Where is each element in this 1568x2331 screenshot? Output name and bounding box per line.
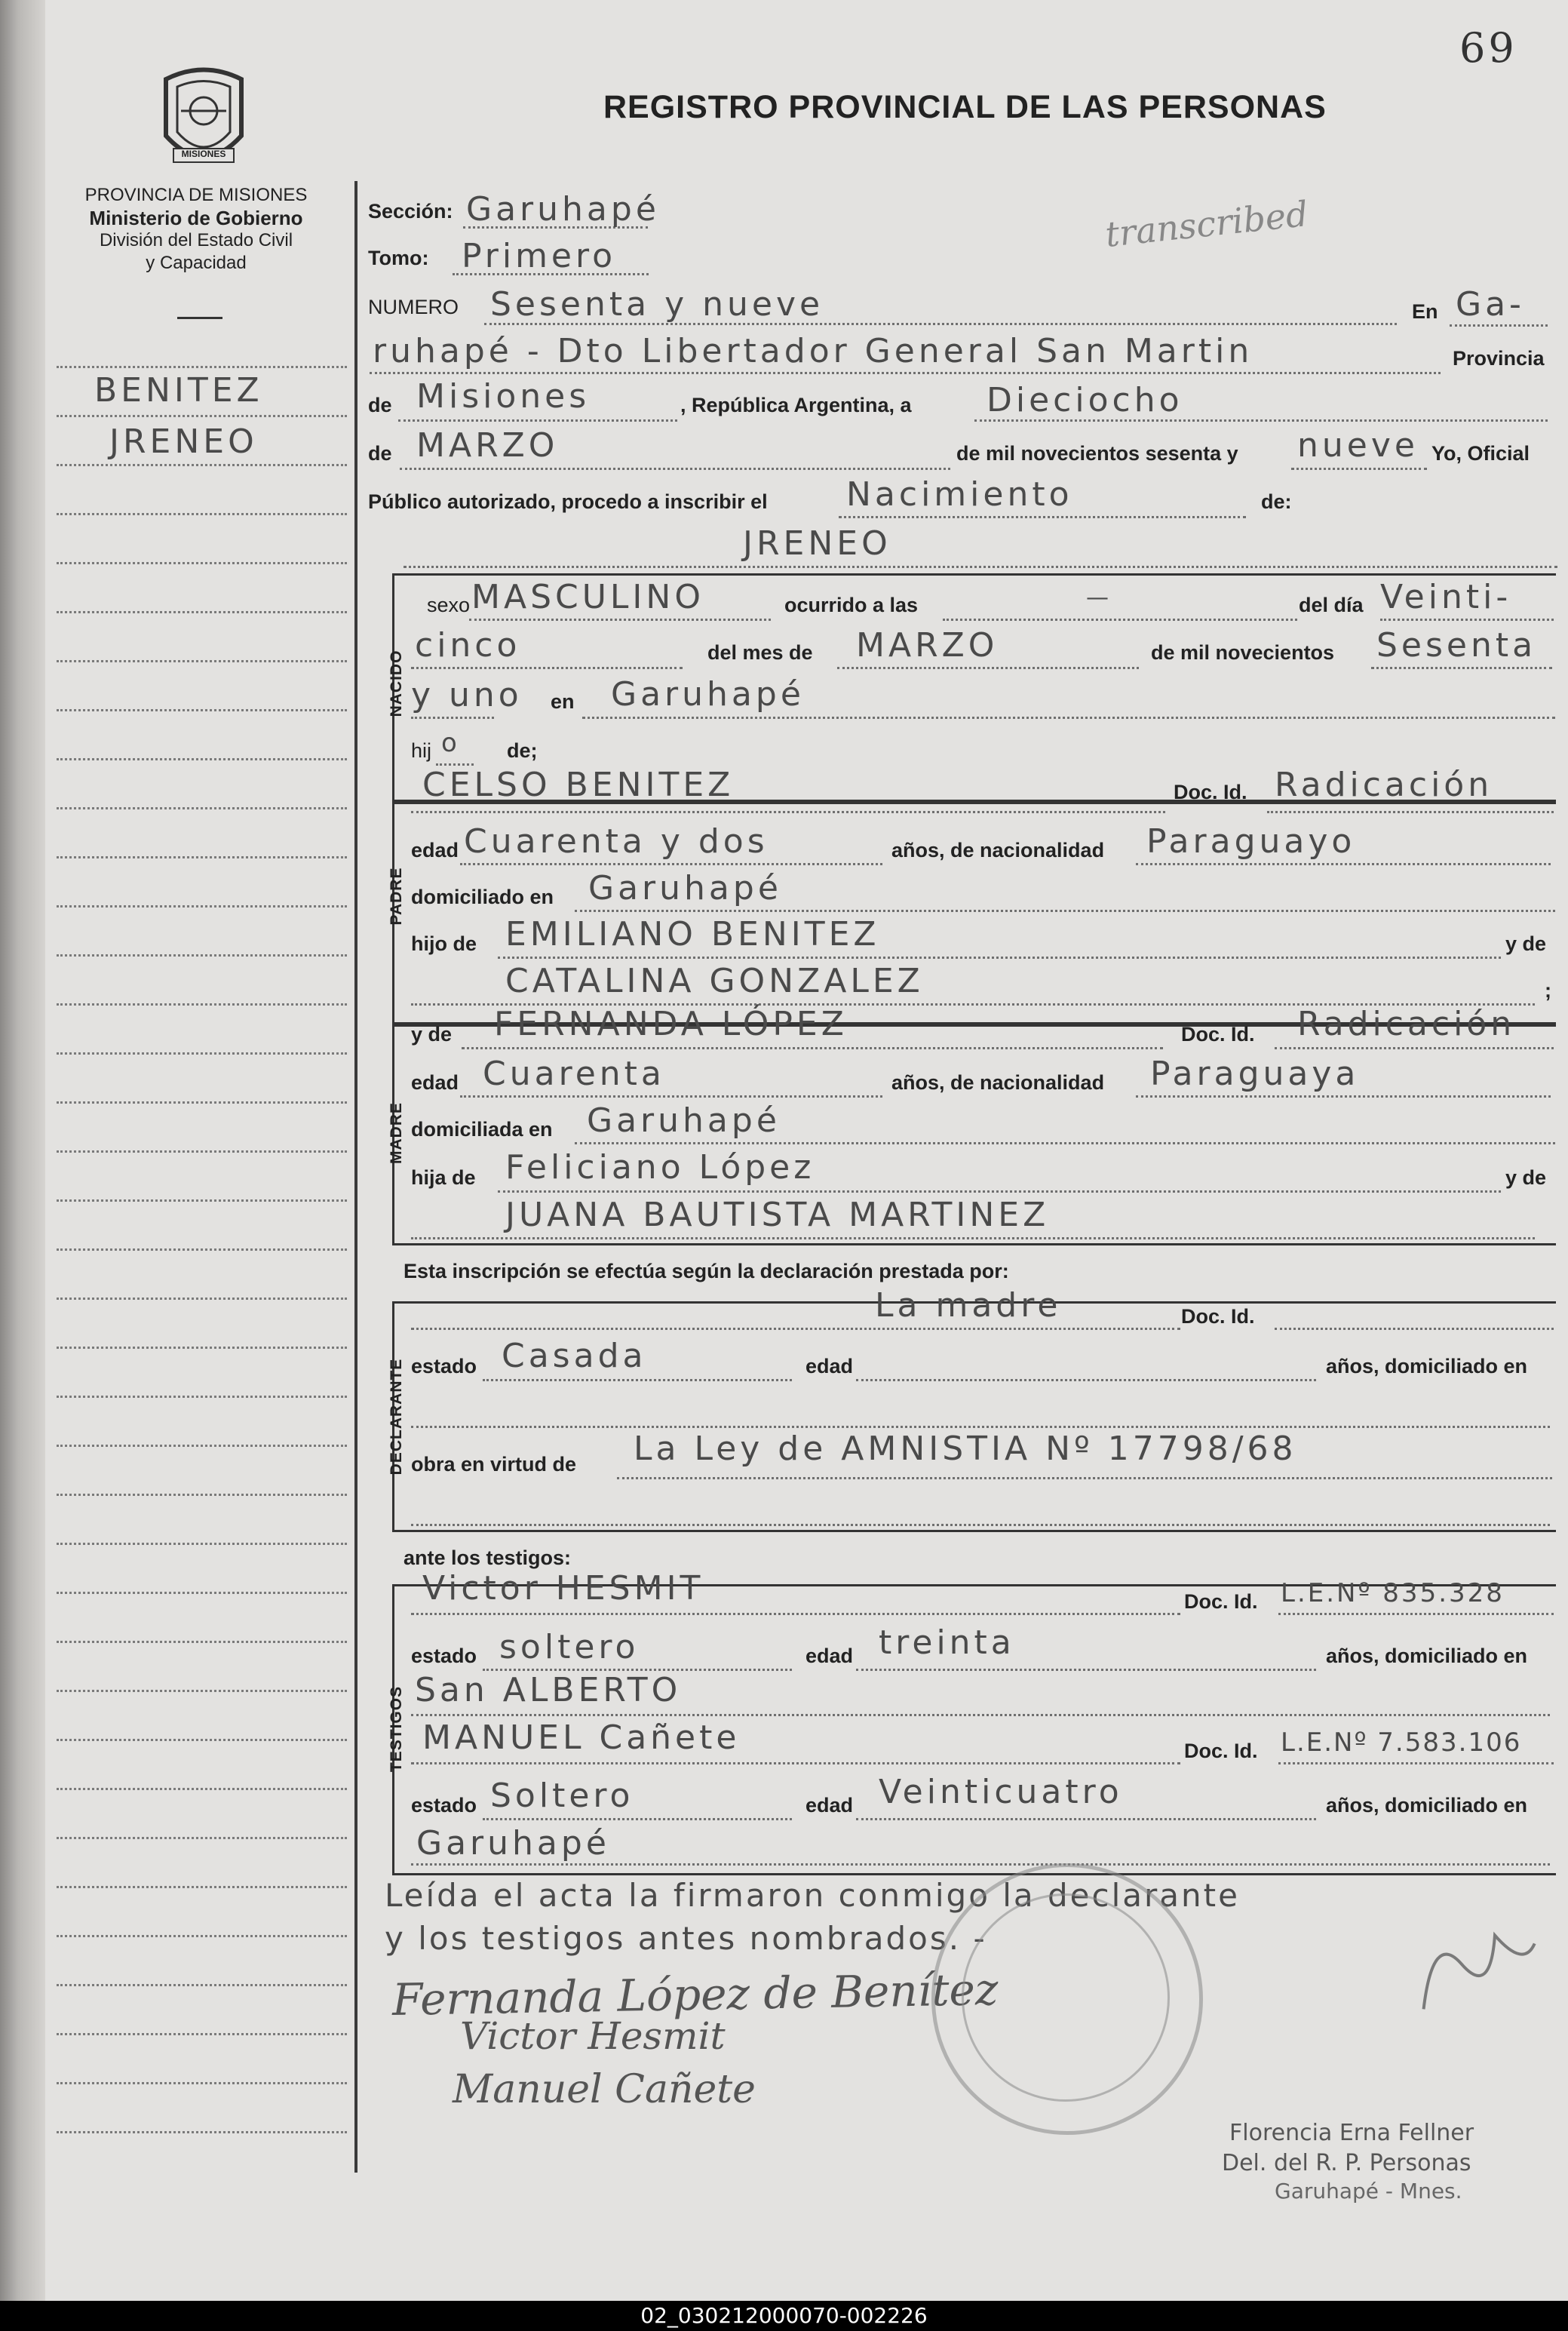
padre-nac-line (1136, 863, 1551, 865)
value-declarante-estado: Casada (502, 1337, 647, 1375)
value-anio-nac-2: y uno (411, 676, 523, 714)
madre-dom-line (575, 1142, 1555, 1144)
label-padre-doc: Doc. Id. (1174, 781, 1247, 803)
value-en-part1: Ga- (1456, 285, 1525, 324)
padre-doc-line (1267, 811, 1554, 813)
padre-nombre-line (411, 811, 1165, 813)
label-declarante-estado: estado (411, 1355, 477, 1377)
label-padre: PADRE (388, 867, 405, 926)
official-signature-mark (1402, 1905, 1555, 2038)
declarante-edad-line (856, 1379, 1316, 1381)
margin-surname: BENITEZ (94, 371, 263, 410)
lugar-nac-line (582, 717, 1555, 719)
anio-nac-line-2 (411, 717, 494, 719)
value-testigo2-nombre: MANUEL Cañete (422, 1718, 741, 1757)
value-madre-dom: Garuhapé (587, 1101, 781, 1140)
label-declarante: DECLARANTE (388, 1358, 405, 1476)
value-anio: nueve (1297, 426, 1419, 465)
provincial-seal (151, 64, 256, 177)
signature-testigo-1: Victor Hesmit (460, 2014, 726, 2058)
label-padre-anos: años, de nacionalidad (891, 839, 1105, 861)
issuer-block (53, 184, 339, 275)
label-yo-oficial: Yo, Oficial (1431, 442, 1530, 465)
margin-separator (354, 181, 357, 2173)
testigo1-doc-line (1278, 1613, 1554, 1615)
issuer-province: PROVINCIA DE MISIONES (84, 185, 308, 205)
label-testigo1-doc: Doc. Id. (1184, 1590, 1258, 1613)
value-madre-nombre: FERNANDA LÓPEZ (494, 1005, 848, 1043)
label-ocurrido: ocurrido a las (784, 594, 919, 616)
issuer-divider (177, 317, 222, 319)
hora-line (943, 619, 1297, 621)
label-testigo2-anos: años, domiciliado en (1326, 1794, 1528, 1817)
margin-given-name: JRENEO (109, 422, 258, 461)
official-stamp-inner (962, 1893, 1170, 2102)
official-location: Garuhapé - Mnes. (1275, 2179, 1462, 2204)
value-testigo2-doc: L.E.Nº 7.583.106 (1281, 1728, 1522, 1758)
label-padre-domicilio: domiciliado en (411, 886, 554, 908)
value-padre-nombre: CELSO BENITEZ (422, 766, 735, 804)
label-tomo: Tomo: (368, 247, 429, 269)
declarante-dom-line (411, 1426, 1550, 1428)
issuer-division: División del Estado Civil (99, 230, 293, 250)
official-name: Florencia Erna Fellner (1229, 2120, 1474, 2146)
value-testigo1-doc: L.E.Nº 835.328 (1281, 1578, 1505, 1608)
value-madre-edad: Cuarenta (483, 1055, 665, 1093)
label-padre-semicolon: ; (1545, 979, 1551, 1002)
label-republica: , República Argentina, a (680, 394, 912, 416)
value-madre-madre: JUANA BAUTISTA MARTINEZ (505, 1196, 1050, 1234)
label-declarante-doc: Doc. Id. (1181, 1305, 1255, 1328)
label-madre-anos: años, de nacionalidad (891, 1071, 1105, 1094)
value-mes-nac: MARZO (856, 626, 999, 665)
value-hij: o (441, 728, 461, 758)
issuer-ministry: Ministerio de Gobierno (89, 207, 303, 229)
label-numero: NUMERO (368, 296, 459, 318)
nombre-line (404, 566, 1557, 568)
label-madre: MADRE (388, 1102, 405, 1164)
label-padre-edad: edad (411, 839, 459, 861)
value-padre-dom: Garuhapé (588, 869, 782, 908)
seal-label: MISIONES (181, 149, 226, 159)
label-de-provincia: de (368, 394, 392, 416)
closing-line-2: y los testigos antes nombrados. - (385, 1920, 987, 1957)
label-testigo1-edad: edad (805, 1645, 854, 1667)
mes-nac-line (837, 667, 1139, 669)
official-title: Del. del R. P. Personas (1222, 2150, 1471, 2176)
mes-line (400, 468, 950, 470)
madre-nac-line (1136, 1095, 1551, 1098)
value-testigo2-dom: Garuhapé (416, 1824, 610, 1863)
provincia-line (398, 419, 677, 422)
value-padre-edad: Cuarenta y dos (464, 822, 769, 861)
label-nacido: NACIDO (388, 650, 405, 717)
label-del-mes: del mes de (707, 641, 813, 664)
value-declarante-nombre: La madre (875, 1286, 1062, 1325)
value-madre-nac: Paraguaya (1150, 1055, 1360, 1093)
padre-padre-line (498, 957, 1501, 959)
value-anio-nac-1: Sesenta (1376, 626, 1537, 665)
closing-line-1: Leída el acta la firmaron conmigo la declarante (385, 1877, 1240, 1914)
value-dia: Dieciocho (987, 381, 1183, 419)
label-madre-hija-de: hija de (411, 1166, 476, 1189)
testigo2-edad-line (856, 1818, 1316, 1820)
label-obra: obra en virtud de (411, 1453, 577, 1476)
testigo2-estado-line (483, 1818, 792, 1820)
dia-nac-line (1380, 619, 1554, 621)
signature-testigo-2: Manuel Cañete (453, 2067, 756, 2112)
obra-line-2 (411, 1524, 1550, 1526)
padre-dom-line (575, 910, 1555, 912)
signature-declarante: Fernanda López de Benítez (391, 1963, 999, 2026)
declarante-doc-line (1275, 1328, 1554, 1330)
lugar-line (370, 372, 1441, 374)
label-testigo1-estado: estado (411, 1645, 477, 1667)
declarante-estado-line (483, 1379, 792, 1381)
value-dia-nac-1: Veinti- (1380, 578, 1512, 616)
label-testigo2-edad: edad (805, 1794, 854, 1817)
value-madre-doc: Radicación (1297, 1005, 1516, 1043)
label-testigo1-anos: años, domiciliado en (1326, 1645, 1528, 1667)
label-madre-domicilio: domiciliada en (411, 1118, 553, 1141)
acto-line (839, 516, 1246, 518)
value-acto: Nacimiento (846, 475, 1073, 514)
label-seccion: Sección: (368, 200, 453, 223)
value-lugar-nac: Garuhapé (611, 675, 805, 714)
value-hora: — (1086, 585, 1112, 611)
label-ante: ante los testigos: (404, 1546, 572, 1569)
madre-edad-line (460, 1095, 882, 1098)
value-tomo: Primero (462, 237, 617, 275)
value-testigo1-edad: treinta (879, 1623, 1015, 1662)
issuer-division-2: y Capacidad (146, 253, 247, 273)
testigo2-nombre-line (411, 1762, 1180, 1764)
dia-nac-line-2 (411, 667, 683, 669)
testigo2-dom-line (411, 1863, 1550, 1866)
label-padre-hijo-de: hijo de (411, 932, 477, 955)
label-inscripcion: Esta inscripción se efectúa según la declaración prestada por: (404, 1260, 1009, 1282)
value-padre-padre: EMILIANO BENITEZ (505, 915, 880, 954)
declarante-section (392, 1301, 1556, 1532)
value-obra: La Ley de AMNISTIA Nº 17798/68 (634, 1430, 1297, 1468)
en-line (1450, 324, 1548, 327)
madre-madre-line (411, 1237, 1535, 1239)
value-testigo1-estado: soltero (499, 1628, 640, 1666)
label-declarante-edad: edad (805, 1355, 854, 1377)
value-mes: MARZO (416, 426, 559, 465)
madre-doc-line (1275, 1047, 1554, 1049)
label-en-lugar: en (551, 690, 575, 713)
label-sexo: sexo (427, 594, 471, 616)
dia-line (974, 419, 1548, 422)
obra-line (617, 1477, 1552, 1479)
value-testigo1-dom: San ALBERTO (415, 1671, 682, 1709)
anio-nac-line (1371, 667, 1552, 669)
anio-line (1291, 468, 1427, 470)
value-numero: Sesenta y nueve (490, 285, 824, 324)
book-spine (0, 0, 45, 2301)
label-de-colon: de: (1261, 490, 1292, 513)
label-madre-edad: edad (411, 1071, 459, 1094)
value-testigo1-nombre: Victor HESMIT (422, 1569, 704, 1608)
document-title: REGISTRO PROVINCIAL DE LAS PERSONAS (603, 89, 1327, 125)
label-de-mil: de mil novecientos sesenta y (956, 442, 1238, 465)
sexo-line (469, 619, 771, 621)
label-del-dia: del día (1299, 594, 1364, 616)
value-padre-doc: Radicación (1275, 766, 1493, 804)
testigo2-doc-line (1278, 1762, 1554, 1764)
label-madre-doc: Doc. Id. (1181, 1023, 1255, 1046)
label-declarante-anos: años, domiciliado en (1326, 1355, 1528, 1377)
label-testigos: TESTIGOS (388, 1685, 405, 1773)
testigo1-dom-line (411, 1714, 1550, 1716)
testigo1-edad-line (856, 1669, 1316, 1671)
marginal-annotation: transcribed (1103, 193, 1310, 255)
value-madre-padre: Feliciano López (505, 1148, 815, 1187)
madre-padre-line (498, 1190, 1501, 1193)
label-de-mes: de (368, 442, 392, 465)
label-publico: Público autorizado, procedo a inscribir el (368, 490, 768, 513)
value-padre-madre: CATALINA GONZALEZ (505, 962, 924, 1000)
label-padre-y-de: y de (1505, 932, 1547, 955)
label-en: En (1412, 300, 1438, 323)
label-testigo2-estado: estado (411, 1794, 477, 1817)
value-provincia: Misiones (416, 377, 591, 416)
madre-nombre-line (462, 1047, 1163, 1049)
value-padre-nac: Paraguayo (1146, 822, 1356, 861)
value-dia-nac-2: cinco (415, 626, 521, 665)
value-sexo: MASCULINO (471, 578, 704, 616)
value-seccion: Garuhapé (466, 190, 660, 229)
label-madre-y-de: y de (411, 1023, 453, 1046)
label-de-mil-nov: de mil novecientos (1151, 641, 1335, 664)
page-number: 69 (1459, 24, 1517, 72)
label-de-semicolon: de; (507, 739, 538, 762)
scan-id-footer: 02_030212000070-002226 (0, 2301, 1568, 2331)
declarante-nombre-line (411, 1328, 1180, 1330)
value-en-part2: ruhapé - Dto Libertador General San Martin (373, 332, 1253, 370)
value-testigo2-edad: Veinticuatro (879, 1773, 1123, 1811)
label-testigo2-doc: Doc. Id. (1184, 1740, 1258, 1762)
label-hij: hij (411, 739, 432, 762)
label-madre-y-de-2: y de (1505, 1166, 1547, 1189)
padre-edad-line (460, 863, 882, 865)
value-testigo2-estado: Soltero (490, 1777, 634, 1815)
testigo1-nombre-line (411, 1613, 1180, 1615)
label-provincia: Provincia (1453, 347, 1545, 370)
value-nombre: JRENEO (743, 524, 891, 563)
